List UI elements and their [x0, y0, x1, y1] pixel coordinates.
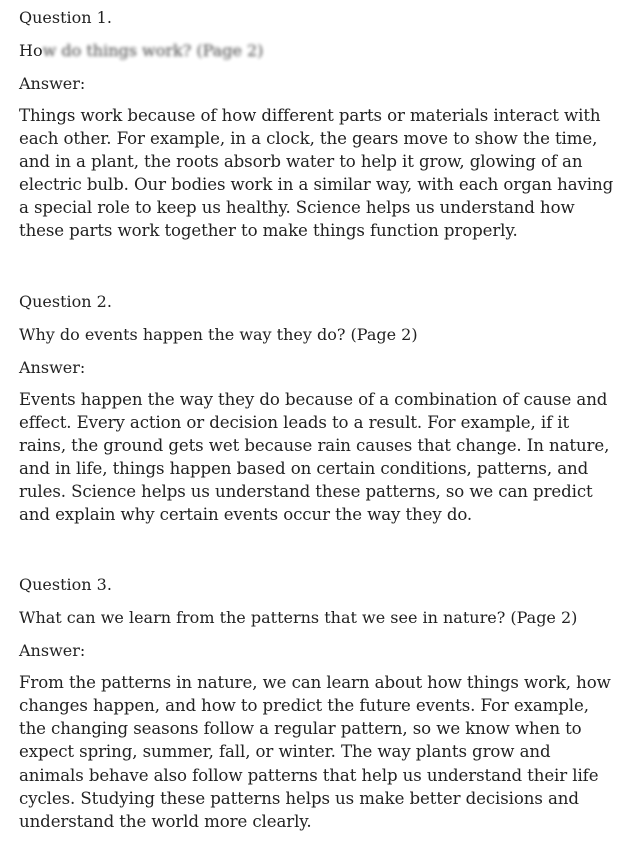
question-block-1 — [19, 0, 619, 243]
question-block-2 — [19, 284, 619, 527]
question-block-3 — [19, 567, 619, 833]
answer-text: Events happen the way they do because of a combination of cause and effect. Every action or decision leads to a result. For example, if it rains, the ground gets wet because rain causes that change. In nature, and in life, things happen based on certain conditions, patterns, and rules. Science helps us understand these patterns, so we can predict and explain why certain events occur the way they do. — [19, 389, 610, 525]
question-text-visible: Ho — [19, 41, 43, 60]
answer-label: Answer: — [19, 74, 86, 93]
answer-text: Things work because of how different parts or materials interact with each other. For example, in a clock, the gears move to show the time, and in a plant, the roots absorb water to help it grow, glowing of an electric bulb. Our bodies work in a similar way, with each organ having a special role to keep us healthy. Science helps us understand how these parts work together to make things function properly. — [19, 106, 614, 241]
answer-label: Answer: — [19, 357, 86, 377]
question-label: Question 2. — [19, 291, 112, 311]
question-text: Why do events happen the way they do? (Page 2) — [19, 324, 418, 344]
question-label: Question 1. — [19, 8, 112, 27]
question-text — [19, 41, 619, 61]
answer-label: Answer: — [19, 641, 86, 661]
question-label: Question 3. — [19, 575, 112, 595]
question-text: What can we learn from the patterns that we see in nature? (Page 2) — [19, 608, 578, 628]
question-text-blurred: w do things work? (Page 2) — [42, 41, 264, 60]
answer-text: From the patterns in nature, we can learn about how things work, how changes happen, and how to predict the future events. For example, the changing seasons follow a regular pattern, so we know when to expect spring, summer, fall, or winter. The way plants grow and animals behave also follow patterns that help us understand their life cycles. Studying these patterns helps us make better decisions and understand the world more clearly. — [19, 673, 611, 831]
